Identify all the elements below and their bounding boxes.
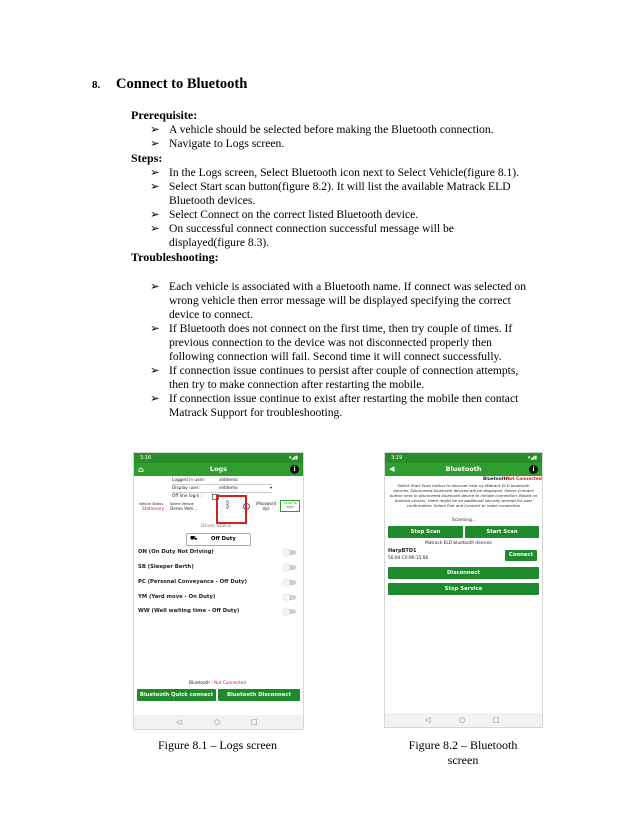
password-label: (Password Up) xyxy=(255,501,277,511)
bullet-arrow-icon: ➢ xyxy=(150,137,160,150)
back-arrow-icon[interactable]: ◀ xyxy=(389,465,395,473)
troubleshooting-heading: Troubleshooting: xyxy=(131,250,219,264)
figure-8-1-caption: Figure 8.1 – Logs screen xyxy=(158,738,277,752)
bluetooth-status-label: Bluetooth : xyxy=(189,681,213,686)
back-icon[interactable]: ◁ xyxy=(176,718,182,726)
truck-icon: ⛟ xyxy=(190,535,198,542)
steps-heading: Steps: xyxy=(131,151,163,165)
document-page: 8. Connect to Bluetooth Prerequisite: ➢ A vehicle should be selected before making the Bluetooth connection. ➢ Navigate to Logs screen. Steps: ➢ In the Logs screen, Select Bluetooth icon next to Select Vehicle(figure 8.1). ➢ Select Start scan button(figure 8.2). It will list the available Matrack ELD Bluetooth devices. ➢ Select Connect on the correct listed Bluetooth device. ➢ On successful connect connection successful message will be displayed(figure 8.3). Troubleshooting: ➢ Each vehicle is associated with a Bluetooth name. If connect was selected on wrong vehicle then error message will be displayed specifying the correct device to connect. ➢ If Bluetooth does not connect on the first time, then try couple of times. If previous connection to the device was not disconnected properly then following connection will fail. Second time it will connect successfully. ➢ If connection issue continues to persist after couple of connection attempts, then try to make connection after restarting the mobile. ➢ If connection issue continue to exist after restarting the mobile then contact Matrack Support for troubleshooting. 3:16 ▾◢▮ ⌂ Logs i Logged in user: xlddemo Display user: xlddemo ▾ Off line login : Vehicle Status Stationary Select Vehicle Demo Vehi... ᛒ (Password Up) Send To login Driver Status ⛟ Off Duty ON (On Duty Not Driving) SB (Sleeper Berth) PC (Personal Conveyance - Off Duty) YM (Yard move - On Duty) WW (Well waiting time - Off Duty) Bluetooth : Not Connected Bluetooth Quick connect Bluetooth Disconnect ◁ ○ □ Figure 8.1 – Logs screen 3:19 ▾◢▮ ◀ Bluetooth i Bluetooth : Not Connected Select Start Scan button to discover near by Matrack ELD bluetooth devices. Discovered bluetooth devices will be displayed. Select Connect button next to discovered bluetooth device to initiate connection. Based on Android version, there might be an additional security prompt for user confirmation. Select Pair and Connect to make connection Scanning... Stop Scan Start Scan Matrack ELD bluetooth devices HarpBTD1 56:94:C0:96:15:80 Connect Disconnect Stop Service ◁ ○ □ Figure 8.2 – Bluetooth screen xyxy=(92,76,542,767)
status-bar: 3:16 ▾◢▮ xyxy=(134,453,303,463)
bullet-arrow-icon: ➢ xyxy=(150,123,160,136)
status-row-ww: WW (Well waiting time - Off Duty) xyxy=(138,608,240,614)
info-icon[interactable]: i xyxy=(529,465,538,474)
bullet-arrow-icon: ➢ xyxy=(150,208,160,221)
bluetooth-icon-highlight xyxy=(216,495,247,524)
section-heading xyxy=(92,76,247,93)
stop-scan-button[interactable]: Stop Scan xyxy=(388,526,463,538)
logged-in-value: xlddemo xyxy=(219,478,238,483)
disconnect-button[interactable]: Disconnect xyxy=(388,567,539,579)
status-row-ym: YM (Yard move - On Duty) xyxy=(138,594,216,600)
connect-button[interactable]: Connect xyxy=(505,550,537,561)
app-bar xyxy=(385,463,542,476)
scanning-text: Scanning... xyxy=(452,518,476,523)
screen-title: Logs xyxy=(209,465,228,473)
stop-service-button[interactable]: Stop Service xyxy=(388,583,539,595)
bluetooth-disconnect-button[interactable]: Bluetooth Disconnect xyxy=(218,689,300,701)
driver-status-label: Driver Status xyxy=(201,524,232,529)
home-circle-icon[interactable]: ○ xyxy=(459,716,466,724)
off-duty-button[interactable]: ⛟ Off Duty xyxy=(186,533,251,546)
device-name: HarpBTD1 xyxy=(388,548,417,554)
recents-icon[interactable]: □ xyxy=(251,718,258,726)
vehicle-status-value: Stationary xyxy=(142,507,165,512)
prerequisite-heading: Prerequisite: xyxy=(131,108,198,122)
figure-logs-screenshot xyxy=(133,452,304,730)
back-icon[interactable]: ◁ xyxy=(425,716,431,724)
status-row-pc: PC (Personal Conveyance - Off Duty) xyxy=(138,579,247,585)
home-circle-icon[interactable]: ○ xyxy=(214,718,221,726)
bullet-arrow-icon: ➢ xyxy=(150,280,160,293)
device-mac: 56:94:C0:96:15:80 xyxy=(388,556,429,561)
toggle-on[interactable] xyxy=(284,550,296,555)
figure-8-2-caption: Figure 8.2 – Bluetooth screen xyxy=(408,738,518,767)
divider xyxy=(172,484,272,485)
devices-heading: Matrack ELD bluetooth devices xyxy=(425,541,492,546)
android-nav-bar xyxy=(385,713,542,727)
toggle-ww[interactable] xyxy=(284,609,296,614)
section-title: Connect to Bluetooth xyxy=(116,76,248,92)
status-bar: 3:19 ▾◢▮ xyxy=(385,453,542,463)
bluetooth-status-label: Bluetooth : xyxy=(483,477,511,482)
bluetooth-icon[interactable]: ᛒ xyxy=(225,500,231,511)
logged-in-label: Logged in user: xyxy=(172,478,206,483)
toggle-pc[interactable] xyxy=(284,580,296,585)
bluetooth-quick-connect-button[interactable]: Bluetooth Quick connect xyxy=(137,689,216,701)
send-to-login-button[interactable]: Send To login xyxy=(280,500,300,512)
bullet-arrow-icon: ➢ xyxy=(150,364,160,377)
bullet-arrow-icon: ➢ xyxy=(150,166,160,179)
screen-title: Bluetooth xyxy=(445,465,482,473)
select-vehicle-label: Select Vehicle xyxy=(170,502,194,506)
scan-instructions: Select Start Scan button to discover near by Matrack ELD bluetooth devices. Discovered bluetooth devices will be displayed. Select Connect button next to discovered bluetooth device to initiate connection. Based on Android version, there might be an additional security prompt for user confirmation. Select Pair and Connect to make connection xyxy=(389,483,538,508)
bluetooth-status-value: Not Connected xyxy=(506,477,542,482)
status-row-on: ON (On Duty Not Driving) xyxy=(138,549,214,555)
offline-login-label: Off line login : xyxy=(172,494,203,499)
section-number: 8. xyxy=(92,79,101,91)
app-bar xyxy=(134,463,303,476)
toggle-sb[interactable] xyxy=(284,565,296,570)
chevron-down-icon[interactable]: ▾ xyxy=(270,486,273,491)
status-row-sb: SB (Sleeper Berth) xyxy=(138,564,194,570)
figure-bluetooth-screenshot xyxy=(384,452,543,728)
start-scan-button[interactable]: Start Scan xyxy=(465,526,539,538)
home-icon[interactable]: ⌂ xyxy=(138,465,144,474)
display-user-value[interactable]: xlddemo xyxy=(219,486,238,491)
recents-icon[interactable]: □ xyxy=(493,716,500,724)
bullet-arrow-icon: ➢ xyxy=(150,392,160,405)
android-nav-bar xyxy=(134,715,303,729)
bullet-arrow-icon: ➢ xyxy=(150,222,160,235)
toggle-icon[interactable] xyxy=(243,503,250,510)
bluetooth-status-value: Not Connected xyxy=(214,681,247,686)
display-user-label: Display user: xyxy=(172,486,200,491)
toggle-ym[interactable] xyxy=(284,595,296,600)
bullet-arrow-icon: ➢ xyxy=(150,322,160,335)
info-icon[interactable]: i xyxy=(290,465,299,474)
bullet-arrow-icon: ➢ xyxy=(150,180,160,193)
vehicle-status-label: Vehicle Status xyxy=(139,502,164,506)
select-vehicle-value[interactable]: Demo Vehi... xyxy=(170,507,198,512)
